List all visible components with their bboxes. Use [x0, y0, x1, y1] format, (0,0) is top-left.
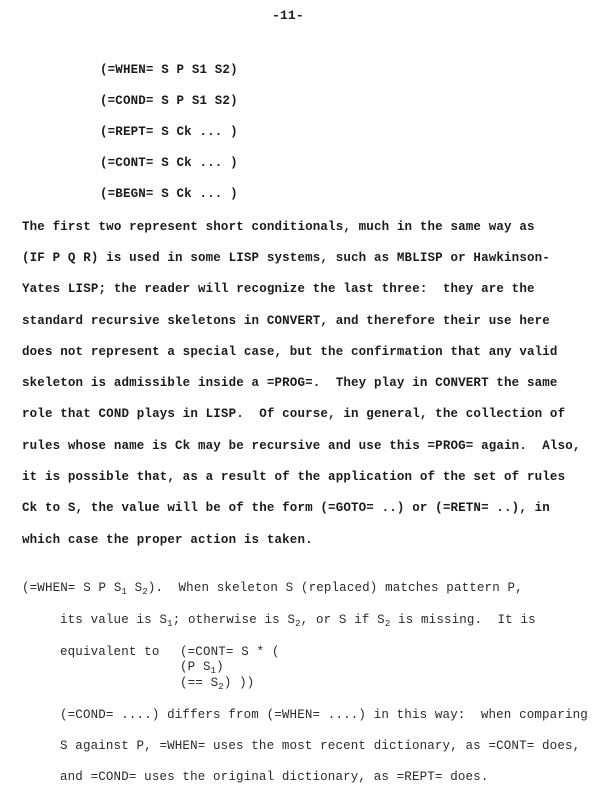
paragraph-line: The first two represent short conditionals, much in the same way as	[22, 220, 535, 234]
equivalent-label: equivalent to	[60, 645, 160, 659]
code-line: (== $S_2$) ))	[180, 676, 255, 692]
paragraph-line: it is possible that, as a result of the application of the set of rules	[22, 470, 566, 484]
paragraph-line: standard recursive skeletons in CONVERT, and therefore their use here	[22, 314, 550, 328]
paragraph-line: skeleton is admissible inside a =PROG=. They play in CONVERT the same	[22, 376, 558, 390]
when-value-line: its value is $S_1$; otherwise is $S_2$, or S if $S_2$ is missing. It is	[60, 613, 536, 629]
cond-explanation-line: (=COND= ....) differs from (=WHEN= ....) in this way: when comparing	[60, 708, 588, 722]
paragraph-line: Yates LISP; the reader will recognize the last three: they are the	[22, 282, 535, 296]
code-line: (=CONT= S * (	[180, 645, 280, 659]
paragraph-line: Ck to S, the value will be of the form (=GOTO= ..) or (=RETN= ..), in	[22, 501, 550, 515]
skeleton-line: (=BEGN= S Ck ... )	[100, 187, 238, 201]
paragraph-line: does not represent a special case, but the confirmation that any valid	[22, 345, 558, 359]
skeleton-line: (=REPT= S Ck ... )	[100, 125, 238, 139]
skeleton-line: (=COND= S P S1 S2)	[100, 94, 238, 108]
paragraph-line: (IF P Q R) is used in some LISP systems, such as MBLISP or Hawkinson-	[22, 251, 550, 265]
page-number: -11-	[272, 8, 304, 23]
paragraph-line: which case the proper action is taken.	[22, 533, 313, 547]
skeleton-line: (=WHEN= S P S1 S2)	[100, 63, 238, 77]
paragraph-line: rules whose name is Ck may be recursive and use this =PROG= again. Also,	[22, 439, 581, 453]
code-line: (P $S_1$)	[180, 660, 224, 676]
when-definition-heading: (=WHEN= S P $S_1$ $S_2$). When skeleton S (replaced) matches pattern P,	[22, 581, 523, 597]
cond-explanation-line: S against P, =WHEN= uses the most recent dictionary, as =CONT= does,	[60, 739, 581, 753]
paragraph-line: role that COND plays in LISP. Of course, in general, the collection of	[22, 407, 566, 421]
skeleton-line: (=CONT= S Ck ... )	[100, 156, 238, 170]
cond-explanation-line: and =COND= uses the original dictionary, as =REPT= does.	[60, 770, 489, 784]
